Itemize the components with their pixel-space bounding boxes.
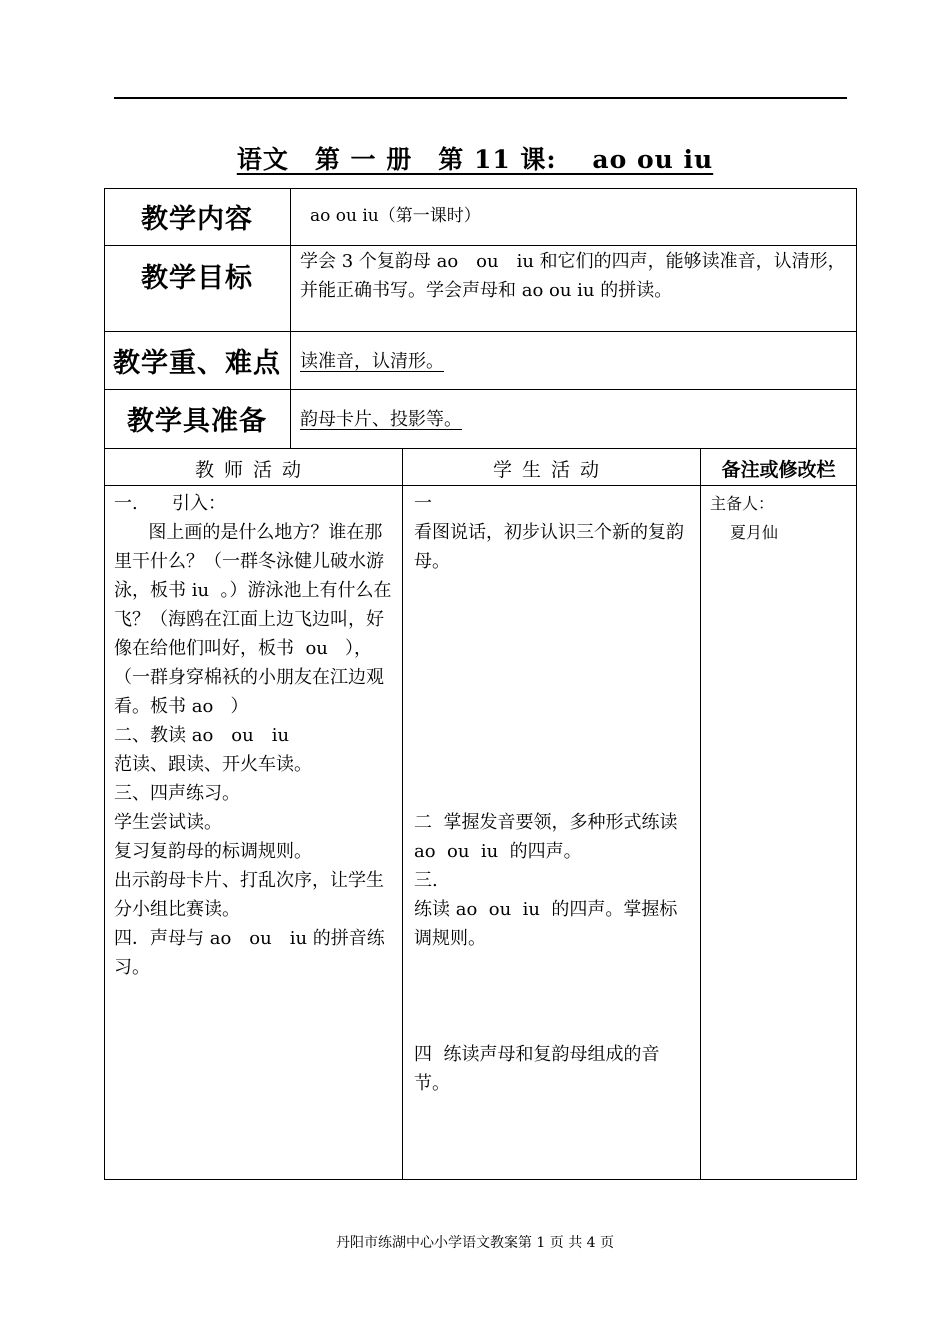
teacher-activity bbox=[114, 489, 396, 982]
key-points-value: 读准音，认清形。 bbox=[300, 351, 444, 372]
student-step-2-text: 二 掌握发音要领，多种形式练读 ao ou iu 的四声。 bbox=[414, 812, 684, 862]
header-rule bbox=[114, 97, 847, 99]
page-title-text: 语文 第 一 册 第 11 课: ao ou iu bbox=[236, 145, 714, 174]
label-key-difficult-points: 教学重、难点 bbox=[113, 347, 281, 379]
teacher-step-3-text-3: 出示韵母卡片、打乱次序，让学生分小组比赛读。 bbox=[114, 870, 384, 920]
student-step-3-text: 练读 ao ou iu 的四声。掌握标调规则。 bbox=[414, 899, 678, 949]
column-header-teacher: 教师活动 bbox=[194, 459, 311, 481]
student-activity bbox=[414, 489, 694, 1098]
teacher-step-2-heading: 二、教读 ao ou iu bbox=[114, 725, 290, 746]
student-step-1-heading: 一 bbox=[414, 493, 432, 514]
preparer-name: 夏月仙 bbox=[730, 523, 779, 542]
lesson-plan-table bbox=[104, 188, 857, 1180]
label-teaching-content: 教学内容 bbox=[141, 204, 253, 235]
teacher-step-4-heading: 四．声母与 ao ou iu 的拼音练习。 bbox=[114, 928, 385, 978]
teacher-step-1-heading: 一. 引入： bbox=[114, 493, 227, 514]
label-teaching-goal: 教学目标 bbox=[141, 262, 253, 294]
column-header-student: 学生活动 bbox=[492, 459, 609, 481]
column-header-notes: 备注或修改栏 bbox=[721, 459, 836, 481]
label-teaching-materials: 教学具准备 bbox=[127, 406, 267, 437]
preparer-label: 主备人： bbox=[710, 494, 775, 513]
page-title bbox=[0, 140, 950, 176]
teaching-goal-value: 学会 3 个复韵母 ao ou iu 和它们的四声，能够读准音，认清形，并能正确书写。学会声母和 ao ou iu 的拼读。 bbox=[300, 251, 846, 301]
student-step-4-text: 四 练读声母和复韵母组成的音节。 bbox=[414, 1044, 660, 1094]
teacher-step-3-text-1: 学生尝试读。 bbox=[114, 812, 222, 833]
student-step-1-text: 看图说话，初步认识三个新的复韵母。 bbox=[414, 522, 684, 572]
student-step-3-heading: 三. bbox=[414, 870, 438, 891]
teaching-content-value: ao ou iu（第一课时） bbox=[310, 206, 481, 226]
teacher-step-3-text-2: 复习复韵母的标调规则。 bbox=[114, 841, 312, 862]
teacher-step-2-text: 范读、跟读、开火车读。 bbox=[114, 754, 312, 775]
teacher-step-3-heading: 三、四声练习。 bbox=[114, 783, 240, 804]
notes-column bbox=[710, 489, 850, 547]
page-footer: 丹阳市练湖中心小学语文教案第 1 页 共 4 页 bbox=[335, 1235, 615, 1251]
teacher-step-1-text: 图上画的是什么地方？谁在那里干什么？（一群冬泳健儿破水游泳，板书 iu 。）游泳池上有什么在飞？（海鸥在江面上边飞边叫，好像在给他们叫好，板书 ou ），（一群身穿棉袄的小朋友在江边观看。板书 ao ） bbox=[114, 522, 392, 717]
teaching-materials-value: 韵母卡片、投影等。 bbox=[300, 409, 462, 430]
